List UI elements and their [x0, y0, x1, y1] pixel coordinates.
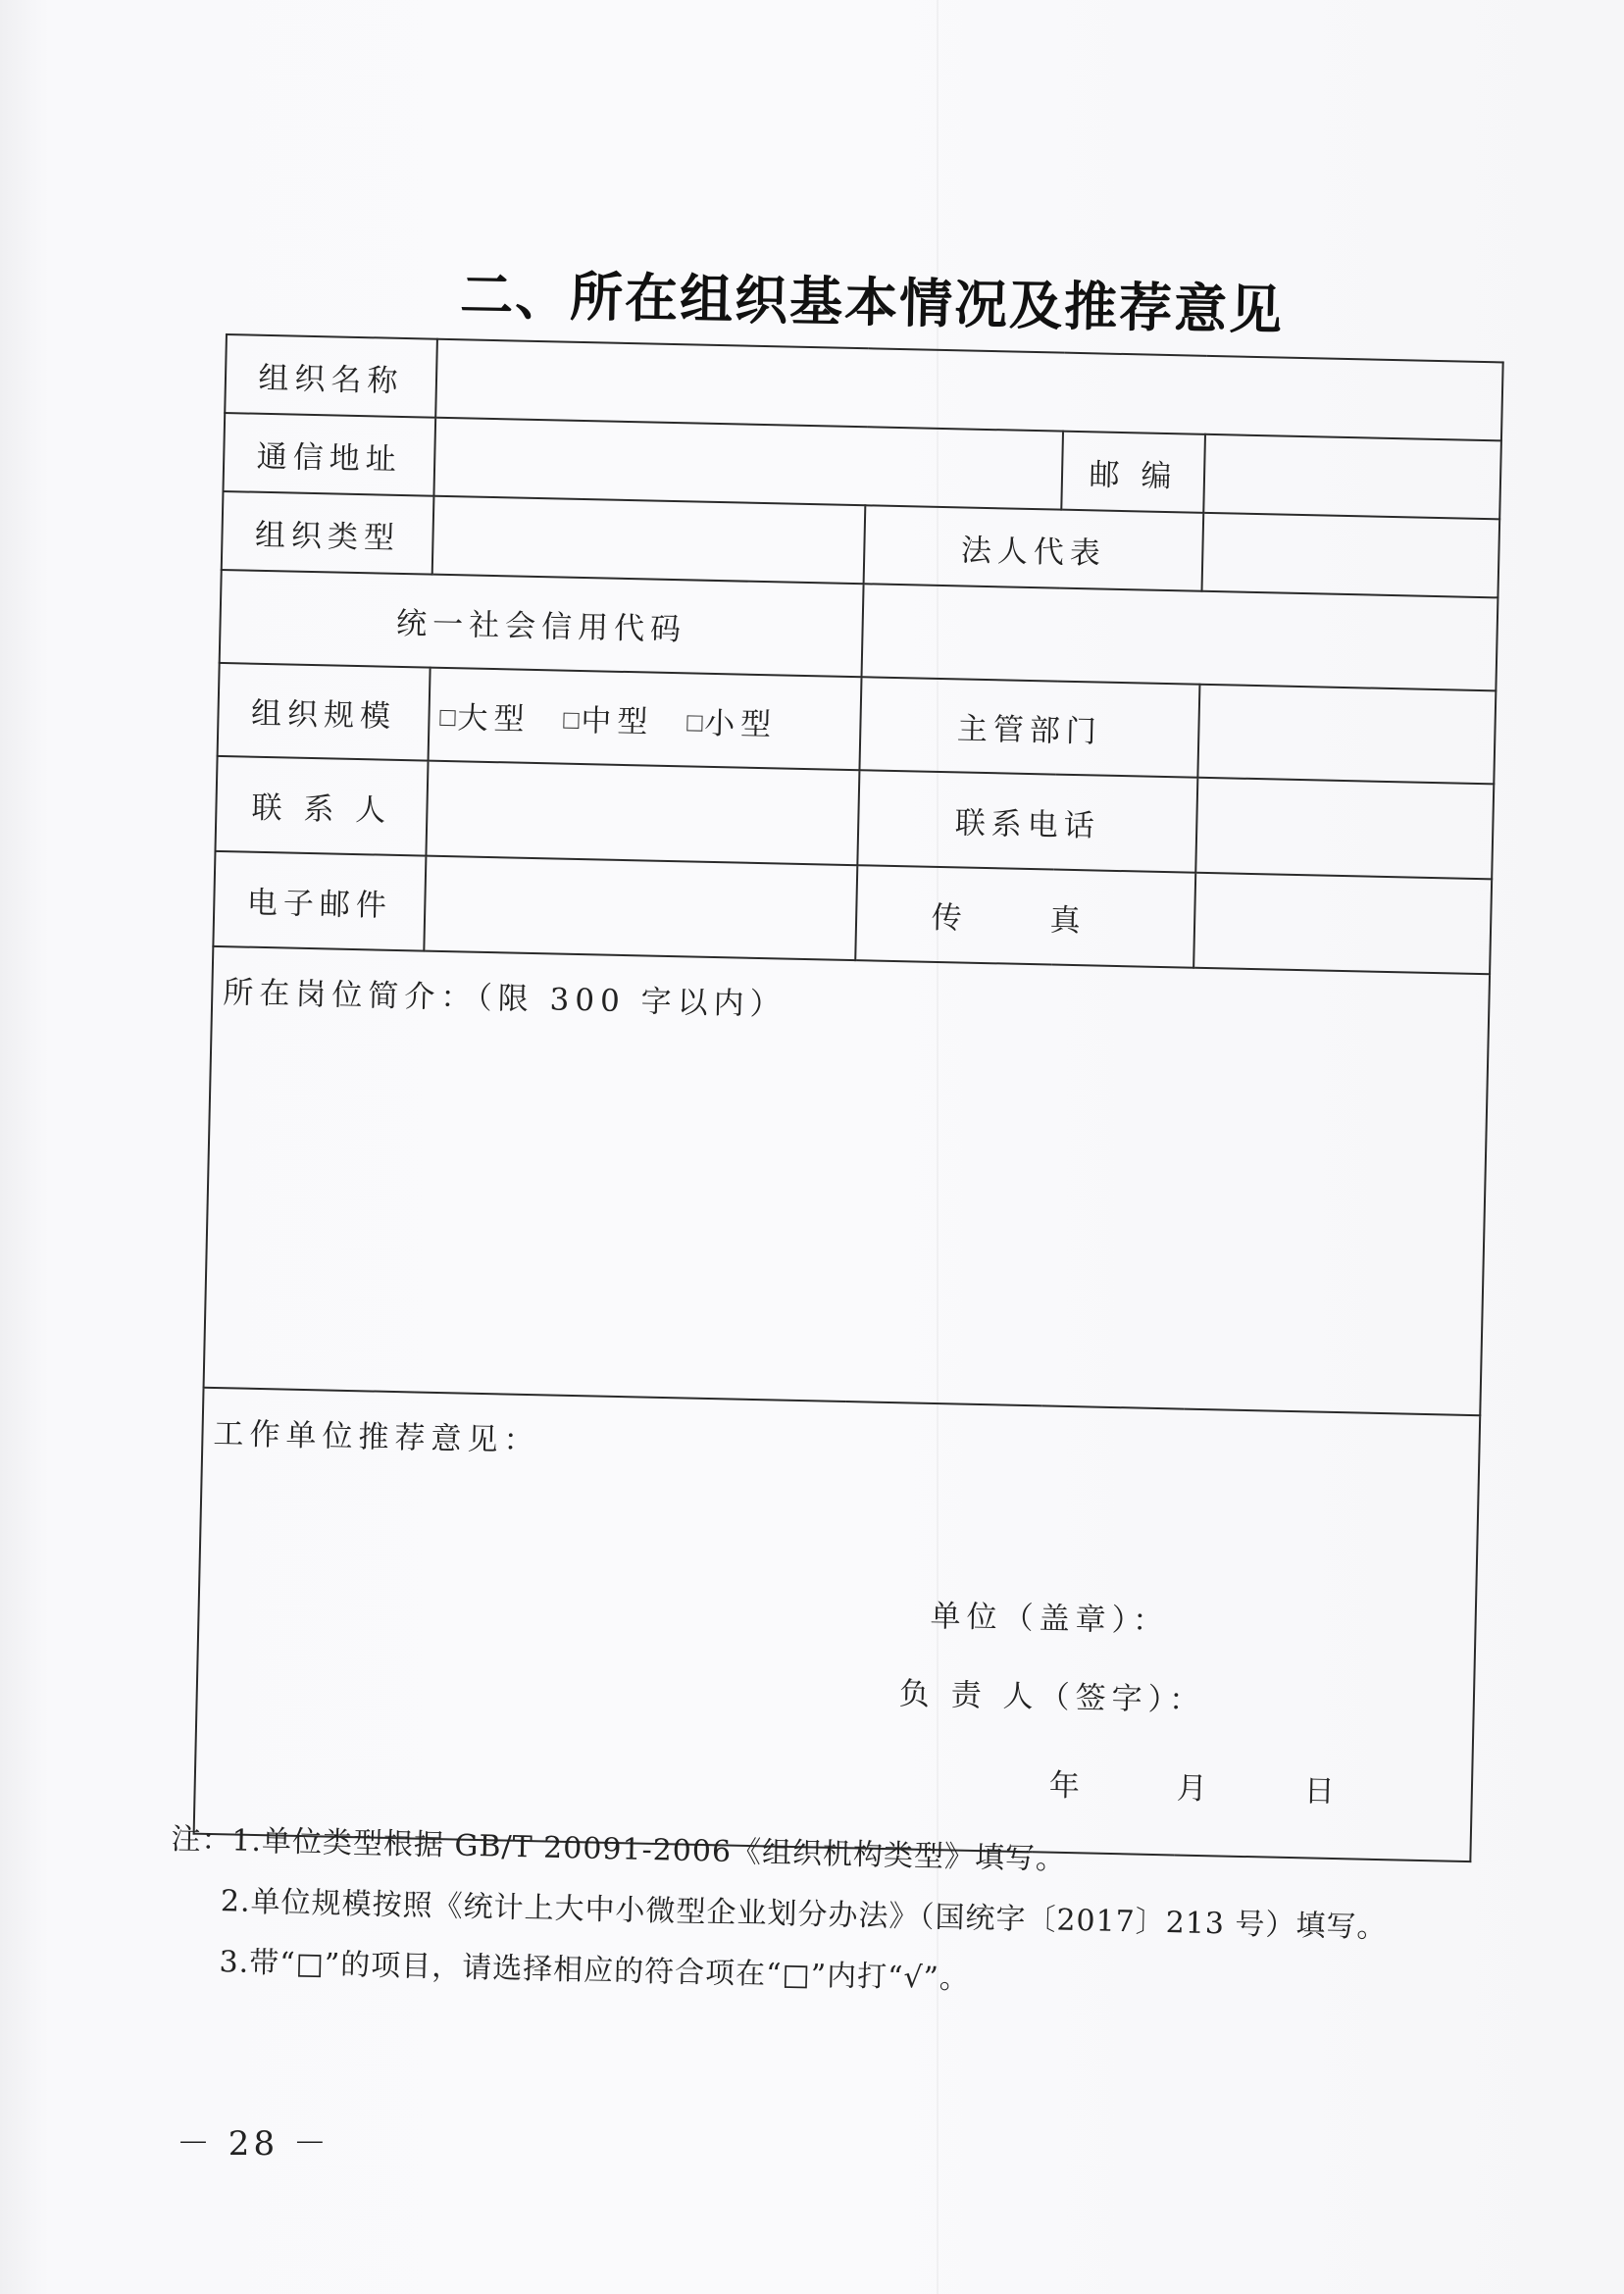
phone-label: 联系电话 — [857, 770, 1197, 873]
legal-rep-label: 法人代表 — [864, 505, 1204, 591]
checkbox-icon[interactable] — [563, 713, 579, 729]
fax-label: 传 真 — [855, 865, 1195, 968]
recommendation-label: 工作单位推荐意见： — [213, 1415, 540, 1459]
signer-label: 负 责 人（签字）： — [898, 1676, 1206, 1719]
form-wrap — [193, 333, 1502, 1866]
authority-field[interactable] — [1197, 685, 1496, 785]
checkbox-icon[interactable] — [439, 710, 455, 726]
row-position-intro — [204, 946, 1491, 1415]
email-label: 电子邮件 — [213, 851, 426, 951]
checkbox-icon[interactable] — [686, 715, 702, 731]
org-name-label: 组织名称 — [225, 334, 437, 418]
scale-option-small[interactable]: 小型 — [686, 705, 778, 742]
row-recommendation — [194, 1388, 1481, 1861]
phone-field[interactable] — [1195, 778, 1494, 880]
legal-rep-field[interactable] — [1202, 513, 1500, 598]
postcode-field[interactable] — [1203, 434, 1501, 520]
note-3: 3.带“□”的项目，请选择相应的符合项在“□”内打“√”。 — [219, 1945, 971, 1997]
date-month: 月 — [1176, 1770, 1214, 1808]
note-2: 2.单位规模按照《统计上大中小微型企业划分办法》（国统字〔2017〕213 号）填写。 — [220, 1884, 1388, 1946]
fax-field[interactable] — [1193, 873, 1492, 975]
org-info-form — [193, 333, 1504, 1862]
notes — [167, 1814, 1446, 2059]
position-intro-cell[interactable] — [204, 946, 1491, 1415]
credit-code-field[interactable] — [862, 584, 1498, 690]
page-number: － 28 － — [177, 2124, 330, 2164]
contact-label: 联 系 人 — [215, 756, 428, 856]
address-field[interactable] — [433, 418, 1063, 510]
org-type-label: 组织类型 — [222, 491, 434, 575]
date-day: 日 — [1303, 1773, 1342, 1810]
credit-code-label: 统一社会信用代码 — [220, 570, 864, 677]
scale-option-medium[interactable]: 中型 — [563, 703, 654, 740]
date-year: 年 — [1048, 1767, 1087, 1805]
email-field[interactable] — [424, 856, 857, 961]
page-title: 二、所在组织基本情况及推荐意见 — [459, 262, 1285, 342]
recommendation-cell[interactable] — [194, 1388, 1481, 1861]
contact-field[interactable] — [426, 761, 859, 866]
postcode-label: 邮 编 — [1061, 432, 1205, 513]
org-scale-label: 组织规模 — [218, 663, 431, 761]
note-1: 注：1.单位类型根据 GB/T 20091-2006《组织机构类型》填写。 — [171, 1821, 1067, 1877]
org-scale-options — [429, 668, 862, 771]
position-intro-label: 所在岗位简介：（限 300 字以内） — [222, 975, 787, 1023]
scale-option-large[interactable]: 大型 — [439, 700, 531, 738]
authority-label: 主管部门 — [859, 677, 1199, 778]
address-label: 通信地址 — [223, 413, 435, 496]
org-type-field[interactable] — [432, 496, 866, 585]
seal-label: 单位（盖章）： — [930, 1598, 1170, 1640]
